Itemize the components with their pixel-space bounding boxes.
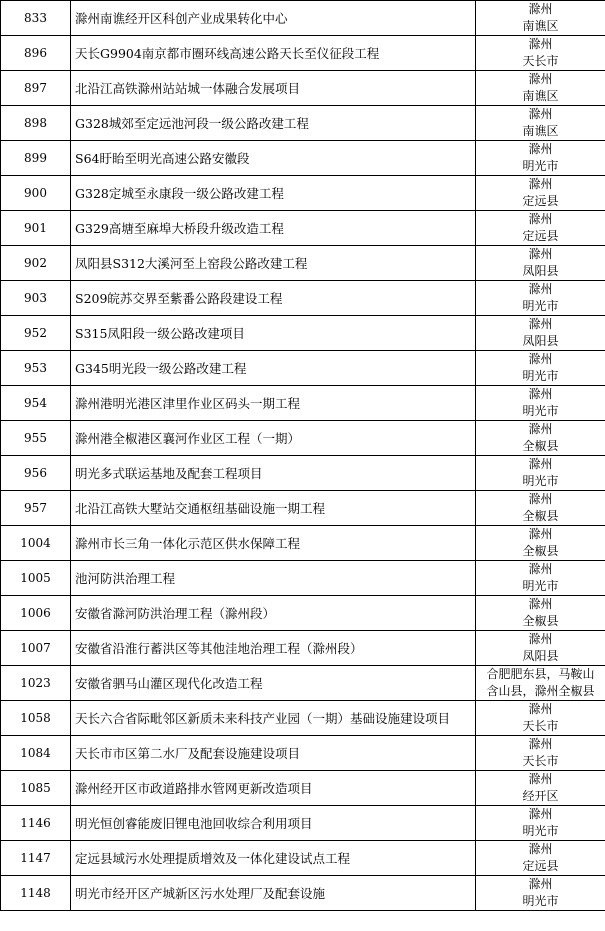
project-name: 安徽省沿淮行蓄洪区等其他洼地治理工程（滁州段） <box>71 631 476 666</box>
location-district: 明光市 <box>522 404 559 418</box>
project-number: 1058 <box>1 701 71 736</box>
location-district: 凤阳县 <box>522 649 559 663</box>
project-number: 953 <box>1 351 71 386</box>
project-location <box>476 491 605 526</box>
location-city: 滁州 <box>528 632 553 646</box>
project-number: 1023 <box>1 666 71 701</box>
location-city: 滁州 <box>528 422 553 436</box>
project-number: 1147 <box>1 841 71 876</box>
project-number: 954 <box>1 386 71 421</box>
project-location <box>476 211 605 246</box>
location-city: 滁州 <box>528 807 553 821</box>
project-name: 滁州市长三角一体化示范区供水保障工程 <box>71 526 476 561</box>
table-row <box>1 701 605 736</box>
project-name: 安徽省驷马山灌区现代化改造工程 <box>71 666 476 701</box>
project-name: 明光恒创睿能废旧锂电池回收综合利用项目 <box>71 806 476 841</box>
table-row <box>1 666 605 701</box>
table-row <box>1 351 605 386</box>
table-row <box>1 841 605 876</box>
location-city: 滁州 <box>528 352 553 366</box>
project-location <box>476 281 605 316</box>
project-location <box>476 771 605 806</box>
location-city: 滁州 <box>528 72 553 86</box>
project-table-body <box>1 1 605 911</box>
location-city: 滁州 <box>528 492 553 506</box>
project-location <box>476 526 605 561</box>
project-name: G328定城至永康段一级公路改建工程 <box>71 176 476 211</box>
location-district: 明光市 <box>522 474 559 488</box>
project-number: 1084 <box>1 736 71 771</box>
location-city: 滁州 <box>528 107 553 121</box>
project-location <box>476 876 605 911</box>
project-location <box>476 176 605 211</box>
location-district: 明光市 <box>522 894 559 908</box>
table-row <box>1 876 605 911</box>
location-district: 定远县 <box>522 194 559 208</box>
project-location <box>476 316 605 351</box>
location-district: 经开区 <box>522 789 559 803</box>
project-name: S64盱眙至明光高速公路安徽段 <box>71 141 476 176</box>
project-location <box>476 596 605 631</box>
project-name: 滁州港全椒港区襄河作业区工程（一期） <box>71 421 476 456</box>
project-location <box>476 701 605 736</box>
location-district: 定远县 <box>522 229 559 243</box>
project-name: 明光多式联运基地及配套工程项目 <box>71 456 476 491</box>
project-name: 北沿江高铁滁州站站城一体融合发展项目 <box>71 71 476 106</box>
location-district: 天长市 <box>522 719 559 733</box>
project-location <box>476 141 605 176</box>
project-location <box>476 841 605 876</box>
project-location <box>476 386 605 421</box>
location-city: 滁州 <box>528 37 553 51</box>
project-number: 1006 <box>1 596 71 631</box>
project-location <box>476 421 605 456</box>
project-name: 凤阳县S312大溪河至上窑段公路改建工程 <box>71 246 476 281</box>
location-district: 明光市 <box>522 824 559 838</box>
project-name: 定远县域污水处理提质增效及一体化建设试点工程 <box>71 841 476 876</box>
table-row <box>1 176 605 211</box>
location-city: 合肥肥东县，马鞍山 <box>486 667 595 681</box>
location-district: 明光市 <box>522 159 559 173</box>
project-number: 899 <box>1 141 71 176</box>
table-row <box>1 526 605 561</box>
project-location <box>476 456 605 491</box>
project-number: 957 <box>1 491 71 526</box>
location-district: 全椒县 <box>522 439 559 453</box>
location-district: 凤阳县 <box>522 334 559 348</box>
project-location <box>476 1 605 36</box>
location-district: 天长市 <box>522 54 559 68</box>
location-district: 明光市 <box>522 579 559 593</box>
table-row <box>1 596 605 631</box>
location-city: 滁州 <box>528 702 553 716</box>
project-name: 滁州南谯经开区科创产业成果转化中心 <box>71 1 476 36</box>
project-name: 天长G9904南京都市圈环线高速公路天长至仪征段工程 <box>71 36 476 71</box>
location-city: 滁州 <box>528 177 553 191</box>
location-district: 天长市 <box>522 754 559 768</box>
location-district: 含山县，滁州全椒县 <box>486 684 595 698</box>
table-row <box>1 281 605 316</box>
location-city: 滁州 <box>528 842 553 856</box>
project-number: 902 <box>1 246 71 281</box>
project-number: 1007 <box>1 631 71 666</box>
project-name: G345明光段一级公路改建工程 <box>71 351 476 386</box>
project-name: 天长六合省际毗邻区新质未来科技产业园（一期）基础设施建设项目 <box>71 701 476 736</box>
location-district: 明光市 <box>522 299 559 313</box>
location-district: 全椒县 <box>522 614 559 628</box>
location-city: 滁州 <box>528 2 553 16</box>
project-name: 明光市经开区产城新区污水处理厂及配套设施 <box>71 876 476 911</box>
project-location <box>476 666 605 701</box>
location-district: 定远县 <box>522 859 559 873</box>
location-city: 滁州 <box>528 562 553 576</box>
location-district: 全椒县 <box>522 509 559 523</box>
project-number: 1148 <box>1 876 71 911</box>
table-row <box>1 1 605 36</box>
project-number: 956 <box>1 456 71 491</box>
project-number: 1085 <box>1 771 71 806</box>
project-location <box>476 36 605 71</box>
location-city: 滁州 <box>528 737 553 751</box>
project-number: 897 <box>1 71 71 106</box>
location-city: 滁州 <box>528 772 553 786</box>
project-number: 898 <box>1 106 71 141</box>
location-district: 全椒县 <box>522 544 559 558</box>
location-city: 滁州 <box>528 317 553 331</box>
project-location <box>476 106 605 141</box>
project-name: G328城郊至定远池河段一级公路改建工程 <box>71 106 476 141</box>
location-city: 滁州 <box>528 212 553 226</box>
table-row <box>1 771 605 806</box>
project-number: 833 <box>1 1 71 36</box>
project-number: 1004 <box>1 526 71 561</box>
location-district: 明光市 <box>522 369 559 383</box>
project-number: 896 <box>1 36 71 71</box>
table-row <box>1 631 605 666</box>
location-city: 滁州 <box>528 597 553 611</box>
location-city: 滁州 <box>528 877 553 891</box>
project-name: 池河防洪治理工程 <box>71 561 476 596</box>
project-number: 901 <box>1 211 71 246</box>
project-number: 903 <box>1 281 71 316</box>
location-city: 滁州 <box>528 247 553 261</box>
table-row <box>1 806 605 841</box>
table-row <box>1 561 605 596</box>
table-row <box>1 421 605 456</box>
location-city: 滁州 <box>528 142 553 156</box>
location-city: 滁州 <box>528 282 553 296</box>
table-row <box>1 736 605 771</box>
project-name: G329高塘至麻埠大桥段升级改造工程 <box>71 211 476 246</box>
project-name: 天长市市区第二水厂及配套设施建设项目 <box>71 736 476 771</box>
location-city: 滁州 <box>528 527 553 541</box>
project-number: 900 <box>1 176 71 211</box>
table-row <box>1 491 605 526</box>
table-row <box>1 36 605 71</box>
project-name: S315凤阳段一级公路改建项目 <box>71 316 476 351</box>
table-row <box>1 456 605 491</box>
table-row <box>1 246 605 281</box>
project-location <box>476 351 605 386</box>
project-name: 滁州港明光港区津里作业区码头一期工程 <box>71 386 476 421</box>
project-number: 955 <box>1 421 71 456</box>
location-city: 滁州 <box>528 457 553 471</box>
location-district: 南谯区 <box>522 89 559 103</box>
location-district: 南谯区 <box>522 19 559 33</box>
project-name: 北沿江高铁大墅站交通枢纽基础设施一期工程 <box>71 491 476 526</box>
project-name: 安徽省滁河防洪治理工程（滁州段） <box>71 596 476 631</box>
project-number: 952 <box>1 316 71 351</box>
project-location <box>476 631 605 666</box>
location-district: 凤阳县 <box>522 264 559 278</box>
table-row <box>1 71 605 106</box>
table-row <box>1 141 605 176</box>
table-row <box>1 211 605 246</box>
location-district: 南谯区 <box>522 124 559 138</box>
table-row <box>1 386 605 421</box>
project-name: 滁州经开区市政道路排水管网更新改造项目 <box>71 771 476 806</box>
project-location <box>476 806 605 841</box>
project-number: 1005 <box>1 561 71 596</box>
table-row <box>1 106 605 141</box>
project-location <box>476 246 605 281</box>
project-location <box>476 736 605 771</box>
project-name: S209皖苏交界至紫番公路段建设工程 <box>71 281 476 316</box>
project-number: 1146 <box>1 806 71 841</box>
project-location <box>476 71 605 106</box>
location-city: 滁州 <box>528 387 553 401</box>
project-location <box>476 561 605 596</box>
table-row <box>1 316 605 351</box>
